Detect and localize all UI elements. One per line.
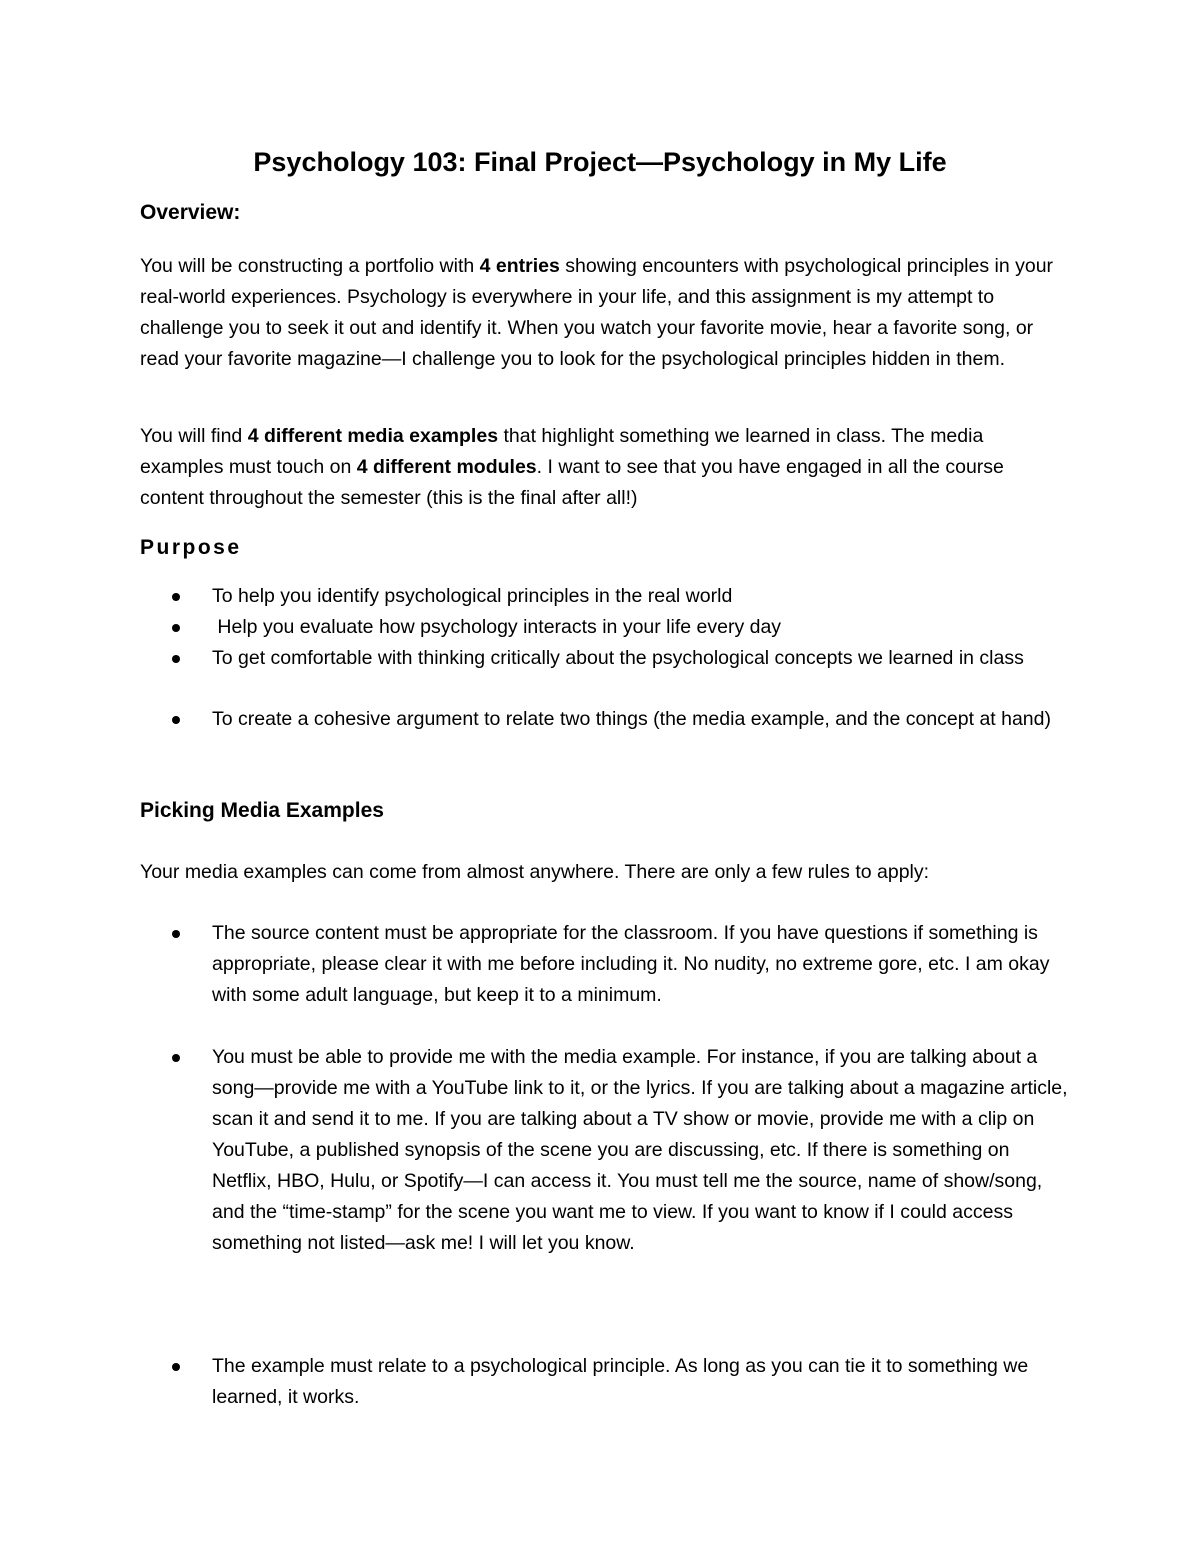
overview-p1-text-start: You will be constructing a portfolio with xyxy=(140,255,480,277)
overview-p2-text-2: that highlight something we learned in class. The media examples must touch on xyxy=(140,425,984,478)
bullet-icon xyxy=(172,930,180,938)
overview-p2-bold-modules: 4 different modules xyxy=(356,456,537,478)
purpose-item-text: To help you identify psychological principles in the real world xyxy=(212,585,733,607)
overview-paragraph-1 xyxy=(140,251,1070,375)
document-title: Psychology 103: Final Project—Psychology in My Life xyxy=(253,147,947,177)
overview-p2-text-1: You will find xyxy=(140,425,248,447)
rule-item-text: The source content must be appropriate for the classroom. If you have questions if something is appropriate, please clear it with me before including it. No nudity, no extreme gore, etc. I am okay with some adult language, but keep it to a minimum. xyxy=(212,922,1050,1006)
overview-p1-text-end: showing encounters with psychological principles in your real-world experiences. Psychology is everywhere in your life, and this assignment is my attempt to challenge you to seek it out and identify it. When you watch your favorite movie, hear a favorite song, or read your favorite magazine—I challenge you to look for the psychological principles hidden in them. xyxy=(140,255,1054,370)
bullet-icon xyxy=(172,593,180,601)
purpose-item-text: Help you evaluate how psychology interacts in your life every day xyxy=(212,616,782,638)
rule-item-text: The example must relate to a psychological principle. As long as you can tie it to something we learned, it works. xyxy=(212,1355,1029,1408)
bullet-icon xyxy=(172,655,180,663)
purpose-item-text: To get comfortable with thinking critically about the psychological concepts we learned in class xyxy=(212,647,1024,669)
bullet-icon xyxy=(172,624,180,632)
overview-heading: Overview: xyxy=(140,201,241,224)
overview-p2-bold-media-examples: 4 different media examples xyxy=(247,425,499,447)
bullet-icon xyxy=(172,1054,180,1062)
purpose-heading: Purpose xyxy=(140,536,242,559)
picking-media-heading: Picking Media Examples xyxy=(140,799,384,822)
overview-paragraph-2 xyxy=(140,421,1070,514)
overview-p1-bold-entries: 4 entries xyxy=(479,255,560,277)
bullet-icon xyxy=(172,716,180,724)
bullet-icon xyxy=(172,1363,180,1371)
purpose-item-text: To create a cohesive argument to relate two things (the media example, and the concept at hand) xyxy=(212,708,1051,730)
overview-p2-text-3: . I want to see that you have engaged in all the course content throughout the semester (this is the final after all!) xyxy=(140,456,1004,509)
picking-media-intro: Your media examples can come from almost anywhere. There are only a few rules to apply: xyxy=(140,861,930,883)
rule-item-text: You must be able to provide me with the media example. For instance, if you are talking about a song—provide me with a YouTube link to it, or the lyrics. If you are talking about a magazine article, scan it and send it to me. If you are talking about a TV show or movie, provide me with a clip on YouTube, a published synopsis of the scene you are discussing, etc. If there is something on Netflix, HBO, Hulu, or Spotify—I can access it. You must tell me the source, name of show/song, and the “time-stamp” for the scene you want me to view. If you want to know if I could access something not listed—ask me! I will let you know. xyxy=(212,1046,1068,1254)
